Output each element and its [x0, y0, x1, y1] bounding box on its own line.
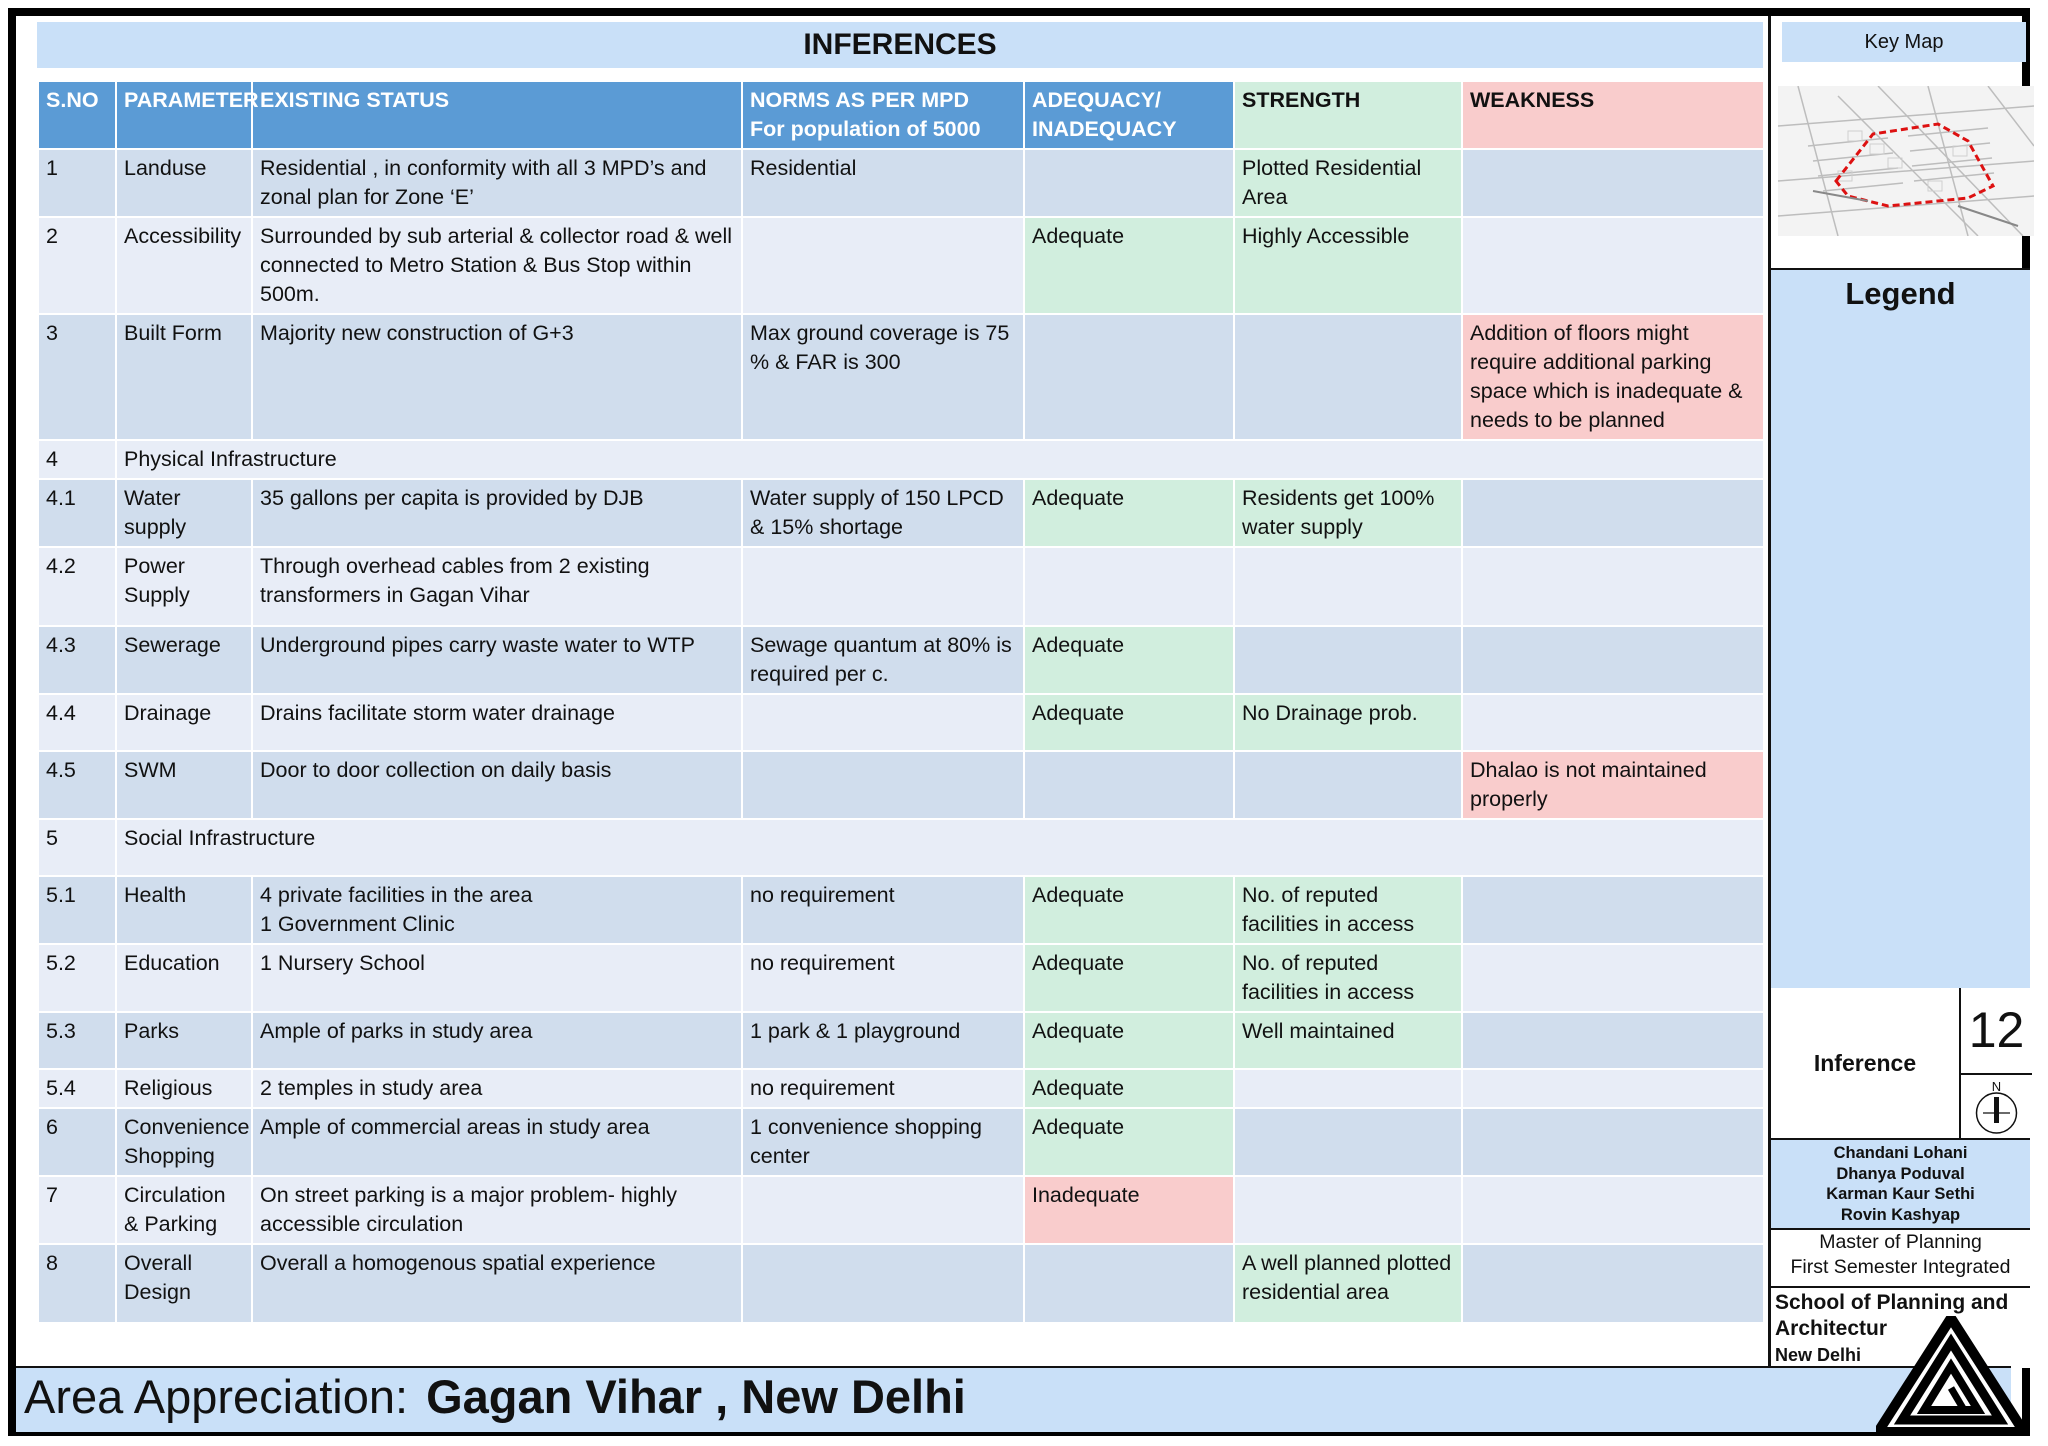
cell-adequacy: Adequate	[1024, 1012, 1234, 1069]
cell-adequacy: Adequate	[1024, 1108, 1234, 1176]
cell-strength: Highly Accessible	[1234, 217, 1462, 314]
cell-sno: 4	[38, 440, 116, 479]
cell-weakness: Addition of floors might require additional parking space which is inadequate & needs to be planned	[1462, 314, 1764, 440]
table-row	[38, 1012, 1764, 1069]
cell-weakness	[1462, 944, 1764, 1012]
cell-section-title: Physical Infrastructure	[116, 440, 1764, 479]
cell-existing-status: 2 temples in study area	[252, 1069, 742, 1108]
cell-sno: 5.3	[38, 1012, 116, 1069]
page-title: INFERENCES	[37, 22, 1763, 68]
cell-strength: Well maintained	[1234, 1012, 1462, 1069]
cell-strength	[1234, 314, 1462, 440]
table-row	[38, 217, 1764, 314]
cell-weakness	[1462, 217, 1764, 314]
cell-adequacy: Adequate	[1024, 876, 1234, 944]
cell-parameter: Built Form	[116, 314, 252, 440]
cell-sno: 5.4	[38, 1069, 116, 1108]
table-row	[38, 944, 1764, 1012]
cell-adequacy	[1024, 547, 1234, 626]
cell-parameter: Landuse	[116, 149, 252, 217]
cell-norms: Residential	[742, 149, 1024, 217]
sheet-title: Inference	[1771, 988, 1959, 1138]
cell-strength: A well planned plotted residential area	[1234, 1244, 1462, 1323]
cell-sno: 1	[38, 149, 116, 217]
cell-sno: 5	[38, 819, 116, 876]
cell-weakness	[1462, 626, 1764, 694]
cell-norms	[742, 1244, 1024, 1323]
cell-parameter: Health	[116, 876, 252, 944]
sheet-number: 12	[1959, 988, 2032, 1075]
inferences-table	[37, 80, 1765, 1324]
cell-adequacy: Adequate	[1024, 479, 1234, 547]
table-row	[38, 479, 1764, 547]
cell-parameter: Parks	[116, 1012, 252, 1069]
cell-existing-status: 35 gallons per capita is provided by DJB	[252, 479, 742, 547]
cell-parameter: Education	[116, 944, 252, 1012]
cell-norms: no requirement	[742, 944, 1024, 1012]
cell-existing-status: 1 Nursery School	[252, 944, 742, 1012]
cell-existing-status: Majority new construction of G+3	[252, 314, 742, 440]
table-header-row	[38, 81, 1764, 149]
cell-parameter: Overall Design	[116, 1244, 252, 1323]
cell-norms: no requirement	[742, 1069, 1024, 1108]
cell-existing-status: Ample of parks in study area	[252, 1012, 742, 1069]
cell-weakness	[1462, 1108, 1764, 1176]
table-row	[38, 1244, 1764, 1323]
team-member: Dhanya Poduval	[1836, 1164, 1965, 1183]
cell-weakness	[1462, 1012, 1764, 1069]
cell-norms: Sewage quantum at 80% is required per c.	[742, 626, 1024, 694]
team-member: Rovin Kashyap	[1840, 1205, 1961, 1224]
cell-existing-status: 4 private facilities in the area 1 Government Clinic	[252, 876, 742, 944]
col-header-weakness: WEAKNESS	[1462, 81, 1764, 149]
cell-strength: Residents get 100% water supply	[1234, 479, 1462, 547]
legend-panel	[1771, 268, 2030, 990]
cell-adequacy: Adequate	[1024, 626, 1234, 694]
cell-weakness: Dhalao is not maintained properly	[1462, 751, 1764, 819]
cell-adequacy	[1024, 149, 1234, 217]
spa-logo-icon	[1876, 1316, 2026, 1434]
col-header-parameter: PARAMETER	[116, 81, 252, 149]
cell-parameter: Sewerage	[116, 626, 252, 694]
table-row	[38, 751, 1764, 819]
col-header-adequacy: ADEQUACY/ INADEQUACY	[1024, 81, 1234, 149]
table-row	[38, 819, 1764, 876]
cell-existing-status: Drains facilitate storm water drainage	[252, 694, 742, 751]
cell-existing-status: On street parking is a major problem- highly accessible circulation	[252, 1176, 742, 1244]
cell-weakness	[1462, 149, 1764, 217]
cell-sno: 2	[38, 217, 116, 314]
cell-norms	[742, 694, 1024, 751]
cell-adequacy: Adequate	[1024, 694, 1234, 751]
col-header-existing-status: EXISTING STATUS	[252, 81, 742, 149]
cell-existing-status: Overall a homogenous spatial experience	[252, 1244, 742, 1323]
cell-norms: Water supply of 150 LPCD & 15% shortage	[742, 479, 1024, 547]
cell-existing-status: Surrounded by sub arterial & collector road & well connected to Metro Station & Bus Stop within 500m.	[252, 217, 742, 314]
table-row	[38, 876, 1764, 944]
cell-sno: 4.1	[38, 479, 116, 547]
cell-weakness	[1462, 1244, 1764, 1323]
cell-sno: 4.4	[38, 694, 116, 751]
team-member: Karman Kaur Sethi	[1826, 1185, 1975, 1203]
cell-existing-status: Ample of commercial areas in study area	[252, 1108, 742, 1176]
legend-title: Legend	[1845, 276, 1956, 311]
team-members	[1771, 1138, 2030, 1228]
cell-strength	[1234, 626, 1462, 694]
cell-weakness	[1462, 694, 1764, 751]
col-header-strength: STRENGTH	[1234, 81, 1462, 149]
table-row	[38, 440, 1764, 479]
north-label: N	[1991, 1079, 2002, 1094]
cell-existing-status: Residential , in conformity with all 3 MPD’s and zonal plan for Zone ‘E’	[252, 149, 742, 217]
cell-parameter: Religious	[116, 1069, 252, 1108]
cell-weakness	[1462, 1176, 1764, 1244]
cell-strength	[1234, 1069, 1462, 1108]
cell-sno: 3	[38, 314, 116, 440]
cell-norms	[742, 217, 1024, 314]
table-row	[38, 694, 1764, 751]
key-map-image	[1778, 86, 2034, 236]
north-arrow	[1959, 1075, 2032, 1138]
col-header-norms: NORMS AS PER MPD For population of 5000	[742, 81, 1024, 149]
cell-parameter: Circulation & Parking	[116, 1176, 252, 1244]
cell-weakness	[1462, 547, 1764, 626]
table-row	[38, 626, 1764, 694]
cell-strength	[1234, 1176, 1462, 1244]
cell-sno: 4.3	[38, 626, 116, 694]
cell-existing-status: Door to door collection on daily basis	[252, 751, 742, 819]
key-map-label: Key Map	[1782, 22, 2026, 62]
cell-adequacy	[1024, 314, 1234, 440]
cell-sno: 7	[38, 1176, 116, 1244]
cell-strength: No. of reputed facilities in access	[1234, 876, 1462, 944]
cell-strength: No. of reputed facilities in access	[1234, 944, 1462, 1012]
cell-parameter: Accessibility	[116, 217, 252, 314]
team-member: Chandani Lohani	[1833, 1144, 1968, 1162]
program-line: First Semester Integrated	[1790, 1256, 2011, 1278]
table-row	[38, 149, 1764, 217]
cell-strength	[1234, 1108, 1462, 1176]
cell-parameter: Power Supply	[116, 547, 252, 626]
cell-adequacy: Adequate	[1024, 944, 1234, 1012]
cell-sno: 6	[38, 1108, 116, 1176]
cell-weakness	[1462, 1069, 1764, 1108]
cell-adequacy: Adequate	[1024, 1069, 1234, 1108]
cell-norms	[742, 1176, 1024, 1244]
cell-adequacy	[1024, 1244, 1234, 1323]
table-row	[38, 547, 1764, 626]
cell-strength: Plotted Residential Area	[1234, 149, 1462, 217]
cell-sno: 5.1	[38, 876, 116, 944]
table-row	[38, 1108, 1764, 1176]
program-info	[1771, 1228, 2030, 1288]
cell-norms	[742, 547, 1024, 626]
cell-parameter: SWM	[116, 751, 252, 819]
table-row	[38, 314, 1764, 440]
cell-sno: 4.2	[38, 547, 116, 626]
cell-section-title: Social Infrastructure	[116, 819, 1764, 876]
cell-sno: 8	[38, 1244, 116, 1323]
cell-existing-status: Underground pipes carry waste water to WTP	[252, 626, 742, 694]
cell-norms: no requirement	[742, 876, 1024, 944]
cell-norms	[742, 751, 1024, 819]
cell-weakness	[1462, 876, 1764, 944]
cell-adequacy	[1024, 751, 1234, 819]
footer-title	[24, 1364, 966, 1430]
footer-place: Gagan Vihar , New Delhi	[426, 1370, 966, 1423]
cell-sno: 5.2	[38, 944, 116, 1012]
cell-adequacy: Adequate	[1024, 217, 1234, 314]
cell-weakness	[1462, 479, 1764, 547]
cell-strength	[1234, 751, 1462, 819]
cell-strength	[1234, 547, 1462, 626]
table-row	[38, 1176, 1764, 1244]
table-row	[38, 1069, 1764, 1108]
school-name: School of Planning and Architectur New Delhi	[1775, 1291, 2009, 1365]
cell-norms: 1 park & 1 playground	[742, 1012, 1024, 1069]
col-header-sno: S.NO	[38, 81, 116, 149]
cell-adequacy: Inadequate	[1024, 1176, 1234, 1244]
program-line: Master of Planning	[1819, 1231, 1982, 1253]
footer-prefix: Area Appreciation:	[24, 1370, 409, 1423]
cell-parameter: Convenience Shopping	[116, 1108, 252, 1176]
cell-norms: Max ground coverage is 75 % & FAR is 300	[742, 314, 1024, 440]
cell-parameter: Water supply	[116, 479, 252, 547]
cell-sno: 4.5	[38, 751, 116, 819]
cell-norms: 1 convenience shopping center	[742, 1108, 1024, 1176]
cell-existing-status: Through overhead cables from 2 existing transformers in Gagan Vihar	[252, 547, 742, 626]
cell-strength: No Drainage prob.	[1234, 694, 1462, 751]
cell-parameter: Drainage	[116, 694, 252, 751]
